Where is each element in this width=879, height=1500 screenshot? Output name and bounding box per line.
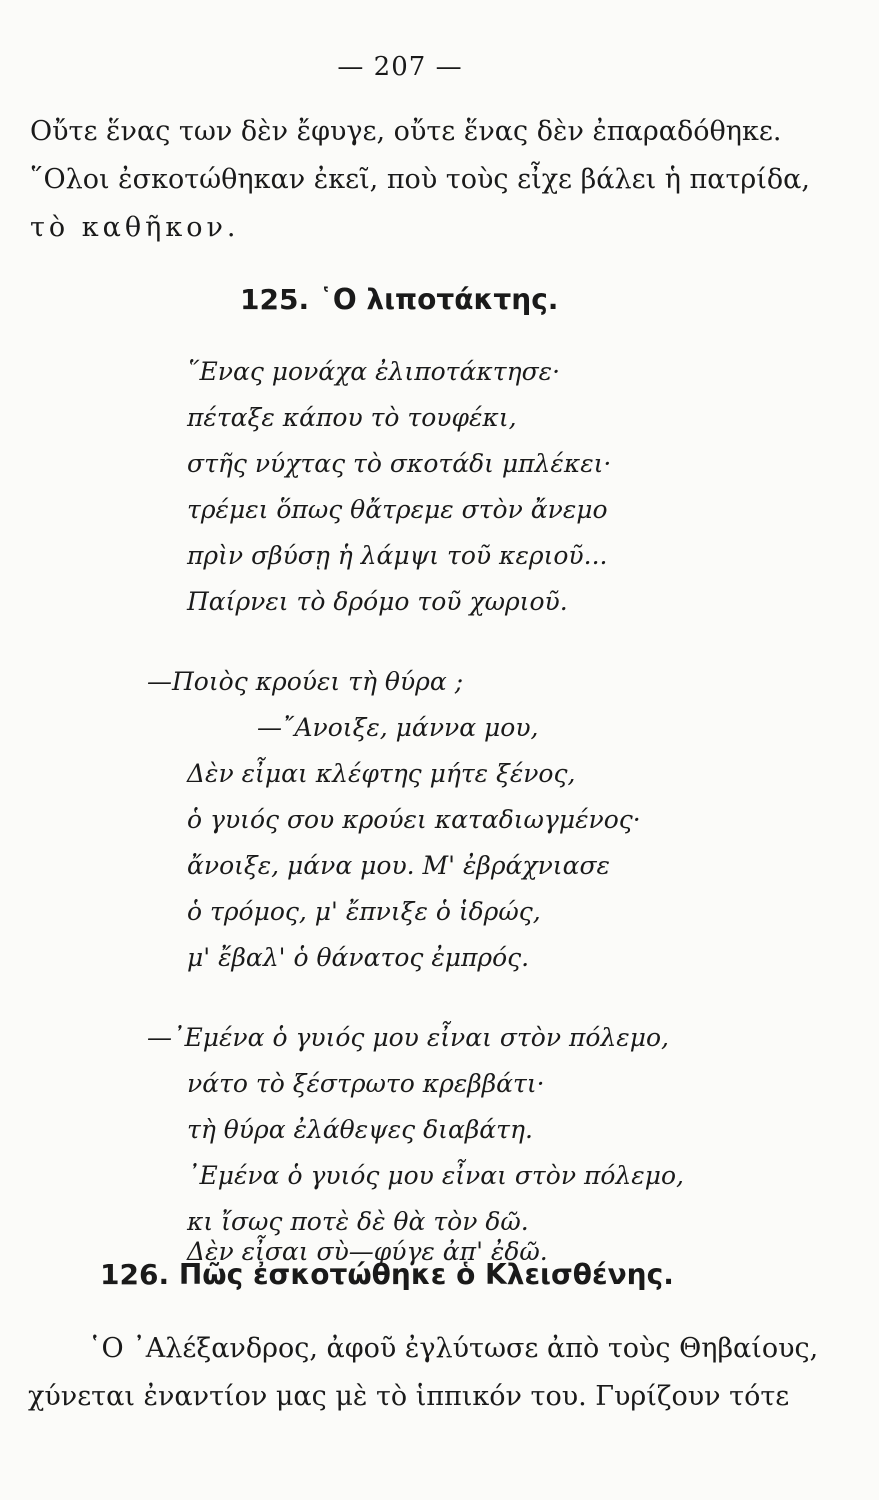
- section-125-heading: 125. ῾Ο λιποτάκτης.: [240, 283, 559, 316]
- intro-paragraph: [30, 108, 810, 252]
- verse-line: πρὶν σβύσῃ ἡ λάμψι τοῦ κεριοῦ...: [187, 541, 608, 570]
- verse-line: —Ποιὸς κρούει τὴ θύρα ;: [147, 667, 464, 696]
- verse-line: στῆς νύχτας τὸ σκοτάδι μπλέκει·: [187, 449, 612, 478]
- section-126-paragraph: [28, 1325, 819, 1421]
- verse-line: ᾿Εμένα ὁ γυιός μου εἶναι στὸν πόλεμο,: [187, 1161, 684, 1190]
- verse-line: Δὲν εἶμαι κλέφτης μήτε ξένος,: [187, 759, 576, 788]
- verse-line: νάτο τὸ ξέστρωτο κρεββάτι·: [187, 1069, 545, 1098]
- verse-line: Δὲν εἶσαι σὺ—φύγε ἀπ' ἐδῶ.: [187, 1237, 548, 1266]
- page-number: — 207 —: [337, 52, 463, 82]
- verse-line: μ' ἔβαλ' ὁ θάνατος ἐμπρός.: [187, 943, 530, 972]
- verse-line: —᾿Εμένα ὁ γυιός μου εἶναι στὸν πόλεμο,: [147, 1023, 669, 1052]
- intro-line: τὸ καθῆκον.: [30, 212, 240, 243]
- verse-line: Παίρνει τὸ δρόμο τοῦ χωριοῦ.: [187, 587, 568, 616]
- prose-line: ῾Ο ᾿Αλέξανδρος, ἀφοῦ ἐγλύτωσε ἀπὸ τοὺς Θηβαίους,: [88, 1333, 819, 1364]
- verse-line: ἄνοιξε, μάνα μου. Μ' ἐβράχνιασε: [187, 851, 610, 880]
- intro-line: Οὔτε ἕνας των δὲν ἔφυγε, οὔτε ἕνας δὲν ἐπαραδόθηκε.: [30, 116, 782, 147]
- verse-line: πέταξε κάπου τὸ τουφέκι,: [187, 403, 517, 432]
- verse-line: τὴ θύρα ἐλάθεψες διαβάτη.: [187, 1115, 533, 1144]
- verse-line: ὁ γυιός σου κρούει καταδιωγμένος·: [187, 805, 641, 834]
- verse-line: τρέμει ὅπως θἄτρεμε στὸν ἄνεμο: [187, 495, 608, 524]
- verse-line: —῎Ανοιξε, μάννα μου,: [257, 713, 539, 742]
- section-126-heading: 126. Πῶς ἐσκοτώθηκε ὁ Κλεισθένης.: [100, 1258, 674, 1291]
- verse-line: ῞Ενας μονάχα ἐλιποτάκτησε·: [187, 357, 561, 386]
- verse-line: ὁ τρόμος, μ' ἔπνιξε ὁ ἱδρώς,: [187, 897, 541, 926]
- prose-line: χύνεται ἐναντίον μας μὲ τὸ ἱππικόν του. Γυρίζουν τότε: [28, 1381, 790, 1412]
- verse-line: κι ἴσως ποτὲ δὲ θὰ τὸν δῶ.: [187, 1207, 529, 1236]
- intro-line: ῞Ολοι ἐσκοτώθηκαν ἐκεῖ, ποὺ τοὺς εἶχε βάλει ἡ πατρίδα,: [30, 164, 810, 195]
